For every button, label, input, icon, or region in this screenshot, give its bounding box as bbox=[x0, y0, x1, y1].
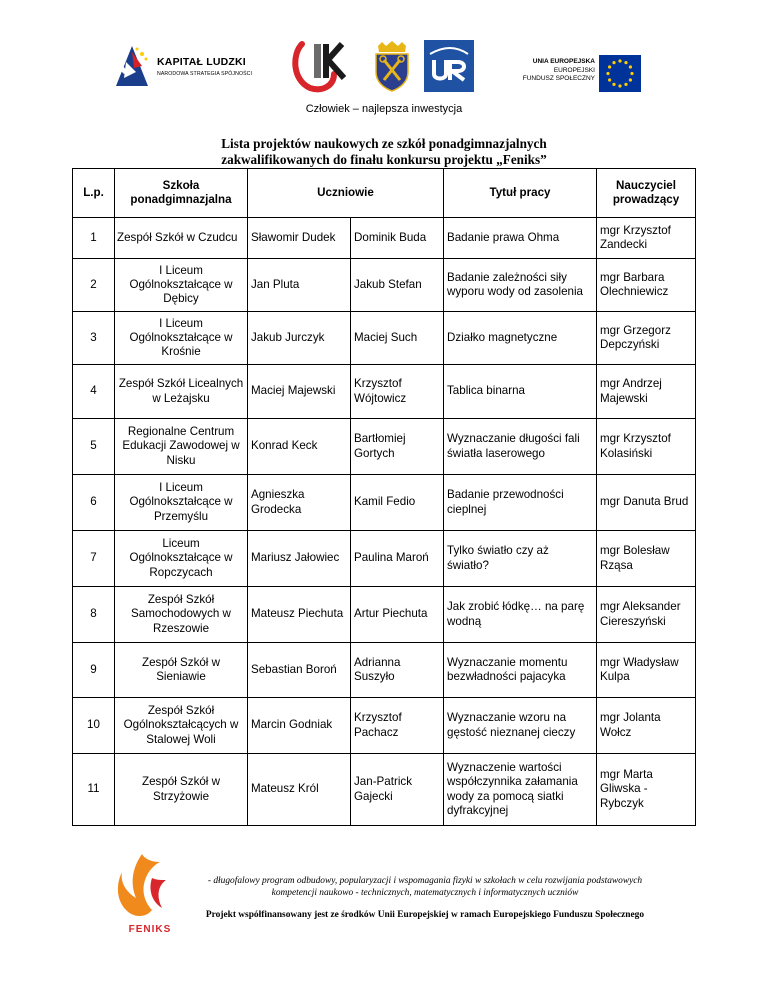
table-row bbox=[73, 643, 696, 698]
cell-lp: 6 bbox=[73, 475, 115, 531]
cell-teacher: mgr Krzysztof Zandecki bbox=[597, 218, 696, 259]
cell-school: Zespół Szkół w Strzyżowie bbox=[115, 754, 248, 826]
cell-school: Zespół Szkół Samochodowych w Rzeszowie bbox=[115, 587, 248, 643]
table-row bbox=[73, 365, 696, 419]
cell-student-1: Maciej Majewski bbox=[248, 365, 351, 419]
projects-table bbox=[72, 168, 696, 826]
cell-school: Zespół Szkół Licealnych w Leżajsku bbox=[115, 365, 248, 419]
title-line-2: zakwalifikowanych do finału konkursu projektu „Feniks” bbox=[221, 151, 547, 167]
cell-student-2: Adrianna Suszyło bbox=[351, 643, 444, 698]
cell-school: I Liceum Ogólnokształcące w Dębicy bbox=[115, 259, 248, 312]
cell-student-2: Maciej Such bbox=[351, 312, 444, 365]
footer-description bbox=[190, 875, 660, 899]
cell-student-1: Marcin Godniak bbox=[248, 698, 351, 754]
cell-teacher: mgr Grzegorz Depczyński bbox=[597, 312, 696, 365]
header-title: Tytuł pracy bbox=[444, 169, 597, 218]
footer-funding-note: Projekt współfinansowany jest ze środków Unii Europejskiej w ramach Europejskiego Funduszu Społecznego bbox=[205, 910, 645, 920]
header-teacher: Nauczyciel prowadzący bbox=[597, 169, 696, 218]
feniks-logo-text: FENIKS bbox=[128, 924, 172, 935]
table-row bbox=[73, 259, 696, 312]
cell-teacher: mgr Aleksander Ciereszyński bbox=[597, 587, 696, 643]
ur-university-logo bbox=[424, 40, 474, 92]
cell-student-2: Paulina Maroń bbox=[351, 531, 444, 587]
cell-title: Badanie prawa Ohma bbox=[444, 218, 597, 259]
cell-student-2: Kamil Fedio bbox=[351, 475, 444, 531]
cell-title: Wyznaczenie wartości współczynnika załamania wody za pomocą siatki dyfrakcyjnej bbox=[444, 754, 597, 826]
cell-teacher: mgr Bolesław Rząsa bbox=[597, 531, 696, 587]
cell-school: Zespół Szkół w Sieniawie bbox=[115, 643, 248, 698]
eu-flag-icon bbox=[599, 55, 641, 92]
cell-student-2: Krzysztof Wójtowicz bbox=[351, 365, 444, 419]
cell-lp: 4 bbox=[73, 365, 115, 419]
cell-teacher: mgr Jolanta Wołcz bbox=[597, 698, 696, 754]
cell-student-2: Artur Piechuta bbox=[351, 587, 444, 643]
feniks-logo bbox=[112, 848, 192, 938]
table-row bbox=[73, 475, 696, 531]
header-students: Uczniowie bbox=[248, 169, 444, 218]
cell-school: Liceum Ogólnokształcące w Ropczycach bbox=[115, 531, 248, 587]
cell-teacher: mgr Barbara Olechniewicz bbox=[597, 259, 696, 312]
cell-title: Badanie zależności siły wyporu wody od zasolenia bbox=[444, 259, 597, 312]
cell-teacher: mgr Władysław Kulpa bbox=[597, 643, 696, 698]
header-lp: L.p. bbox=[73, 169, 115, 218]
cell-student-1: Sławomir Dudek bbox=[248, 218, 351, 259]
table-row bbox=[73, 587, 696, 643]
kapital-ludzki-subtitle: NARODOWA STRATEGIA SPÓJNOŚCI bbox=[157, 71, 253, 77]
cell-lp: 10 bbox=[73, 698, 115, 754]
cell-school: I Liceum Ogólnokształcące w Przemyślu bbox=[115, 475, 248, 531]
cell-lp: 5 bbox=[73, 419, 115, 475]
cell-school: Regionalne Centrum Edukacji Zawodowej w Nisku bbox=[115, 419, 248, 475]
cell-student-2: Krzysztof Pachacz bbox=[351, 698, 444, 754]
footer-desc-line-2: kompetencji naukowo - technicznych, matematycznych i informatycznych uczniów bbox=[271, 888, 579, 898]
cell-student-1: Mateusz Piechuta bbox=[248, 587, 351, 643]
cell-school: Zespół Szkół w Czudcu bbox=[115, 218, 248, 259]
eu-text-block bbox=[492, 58, 595, 84]
cell-lp: 7 bbox=[73, 531, 115, 587]
cell-student-1: Jakub Jurczyk bbox=[248, 312, 351, 365]
cell-title: Tylko światło czy aż światło? bbox=[444, 531, 597, 587]
ujk-university-logo bbox=[290, 40, 358, 94]
cell-student-2: Dominik Buda bbox=[351, 218, 444, 259]
cell-teacher: mgr Krzysztof Kolasiński bbox=[597, 419, 696, 475]
header-school: Szkoła ponadgimnazjalna bbox=[115, 169, 248, 218]
cell-title: Tablica binarna bbox=[444, 365, 597, 419]
cell-teacher: mgr Danuta Brud bbox=[597, 475, 696, 531]
cell-student-1: Jan Pluta bbox=[248, 259, 351, 312]
cell-title: Wyznaczanie momentu bezwładności pajacyka bbox=[444, 643, 597, 698]
cell-title: Wyznaczanie wzoru na gęstość nieznanej cieczy bbox=[444, 698, 597, 754]
cell-lp: 1 bbox=[73, 218, 115, 259]
cell-school: Zespół Szkół Ogólnokształcących w Stalowej Woli bbox=[115, 698, 248, 754]
table-header-row bbox=[73, 169, 696, 218]
document-title bbox=[0, 136, 768, 167]
footer-desc-line-1: - długofalowy program odbudowy, popularyzacji i wspomagania fizyki w szkołach w celu rozwijania podstawowych bbox=[207, 876, 643, 886]
cell-student-2: Jan-Patrick Gajecki bbox=[351, 754, 444, 826]
cell-school: I Liceum Ogólnokształcące w Krośnie bbox=[115, 312, 248, 365]
cell-student-1: Agnieszka Grodecka bbox=[248, 475, 351, 531]
university-crest-icon bbox=[372, 40, 412, 92]
table-row bbox=[73, 419, 696, 475]
cell-student-1: Konrad Keck bbox=[248, 419, 351, 475]
cell-student-2: Bartłomiej Gortych bbox=[351, 419, 444, 475]
cell-student-1: Mateusz Król bbox=[248, 754, 351, 826]
cell-title: Jak zrobić łódkę… na parę wodną bbox=[444, 587, 597, 643]
cell-lp: 8 bbox=[73, 587, 115, 643]
cell-student-2: Jakub Stefan bbox=[351, 259, 444, 312]
table-row bbox=[73, 754, 696, 826]
eu-line-1: UNIA EUROPEJSKA bbox=[532, 58, 595, 65]
cell-lp: 9 bbox=[73, 643, 115, 698]
table-row bbox=[73, 531, 696, 587]
cell-student-1: Mariusz Jałowiec bbox=[248, 531, 351, 587]
cell-title: Działko magnetyczne bbox=[444, 312, 597, 365]
eu-line-3: FUNDUSZ SPOŁECZNY bbox=[522, 75, 595, 83]
cell-lp: 11 bbox=[73, 754, 115, 826]
eu-line-2: EUROPEJSKI bbox=[553, 66, 595, 74]
table-row bbox=[73, 218, 696, 259]
cell-lp: 3 bbox=[73, 312, 115, 365]
table-row bbox=[73, 698, 696, 754]
table-row bbox=[73, 312, 696, 365]
cell-teacher: mgr Marta Gliwska - Rybczyk bbox=[597, 754, 696, 826]
cell-lp: 2 bbox=[73, 259, 115, 312]
title-line-1: Lista projektów naukowych ze szkół ponadgimnazjalnych bbox=[221, 136, 547, 151]
cell-student-1: Sebastian Boroń bbox=[248, 643, 351, 698]
kapital-ludzki-title: KAPITAŁ LUDZKI bbox=[157, 56, 246, 68]
cell-title: Badanie przewodności cieplnej bbox=[444, 475, 597, 531]
cell-title: Wyznaczanie długości fali światła laserowego bbox=[444, 419, 597, 475]
cell-teacher: mgr Andrzej Majewski bbox=[597, 365, 696, 419]
motto: Człowiek – najlepsza inwestycja bbox=[305, 103, 463, 115]
